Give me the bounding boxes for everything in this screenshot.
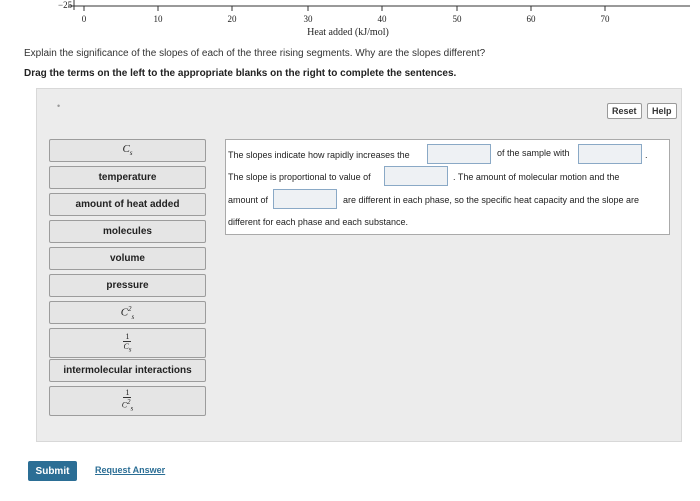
drop-blank-4[interactable] bbox=[273, 189, 337, 209]
sentence-1-part-a: The slopes indicate how rapidly increases the bbox=[228, 150, 410, 160]
x-tick-label: 20 bbox=[227, 14, 237, 24]
request-answer-link[interactable]: Request Answer bbox=[95, 465, 166, 475]
x-tick-label: 40 bbox=[377, 14, 387, 24]
question-instruction: Drag the terms on the left to the appropriate blanks on the right to complete the sentences. bbox=[24, 68, 457, 79]
y-tick-label: −25 bbox=[58, 0, 73, 10]
x-tick-label: 30 bbox=[303, 14, 313, 24]
term-amount-of-heat-added[interactable]: amount of heat added bbox=[49, 193, 206, 216]
answer-sentences-box bbox=[225, 139, 670, 235]
term-pressure[interactable]: pressure bbox=[49, 274, 206, 297]
sentence-2-part-b: . The amount of molecular motion and the bbox=[453, 172, 620, 182]
term-inverse-heat-capacity[interactable]: $\frac{1}{C_s}$ bbox=[49, 328, 206, 358]
x-tick-label: 10 bbox=[153, 14, 163, 24]
submit-button[interactable]: Submit bbox=[28, 461, 77, 481]
sentence-4: different for each phase and each substance. bbox=[228, 217, 408, 227]
x-tick-label: 70 bbox=[600, 14, 610, 24]
sentence-3-part-b: are different in each phase, so the specific heat capacity and the slope are bbox=[343, 195, 640, 205]
question-prompt: Explain the significance of the slopes of each of the three rising segments. Why are the slopes different? bbox=[24, 48, 486, 59]
term-heat-capacity[interactable]: $C_s$ bbox=[49, 139, 206, 162]
sentence-1-part-c: . bbox=[645, 150, 648, 160]
drag-drop-panel bbox=[36, 88, 682, 442]
x-tick-label: 0 bbox=[81, 14, 87, 24]
sentence-1-part-b: of the sample with bbox=[497, 148, 570, 158]
term-molecules[interactable]: molecules bbox=[49, 220, 206, 243]
panel-dot-icon: • bbox=[57, 101, 61, 111]
help-button[interactable]: Help bbox=[647, 103, 677, 119]
term-intermolecular-interactions[interactable]: intermolecular interactions bbox=[49, 359, 206, 382]
drop-blank-1[interactable] bbox=[427, 144, 491, 164]
drop-blank-2[interactable] bbox=[578, 144, 642, 164]
term-heat-capacity-squared[interactable]: $C^2_s$ bbox=[49, 301, 206, 324]
graph-axis-strip bbox=[0, 0, 700, 40]
x-tick-label: 60 bbox=[526, 14, 536, 24]
x-axis-title: Heat added (kJ/mol) bbox=[307, 27, 389, 38]
drop-blank-3[interactable] bbox=[384, 166, 448, 186]
reset-button[interactable]: Reset bbox=[607, 103, 642, 119]
sentence-2-part-a: The slope is proportional to value of bbox=[228, 172, 371, 182]
sentence-3-part-a: amount of bbox=[228, 195, 269, 205]
x-tick-label: 50 bbox=[452, 14, 462, 24]
term-temperature[interactable]: temperature bbox=[49, 166, 206, 189]
term-inverse-heat-capacity-squared[interactable]: $\frac{1}{C^2_s}$ bbox=[49, 386, 206, 416]
term-volume[interactable]: volume bbox=[49, 247, 206, 270]
